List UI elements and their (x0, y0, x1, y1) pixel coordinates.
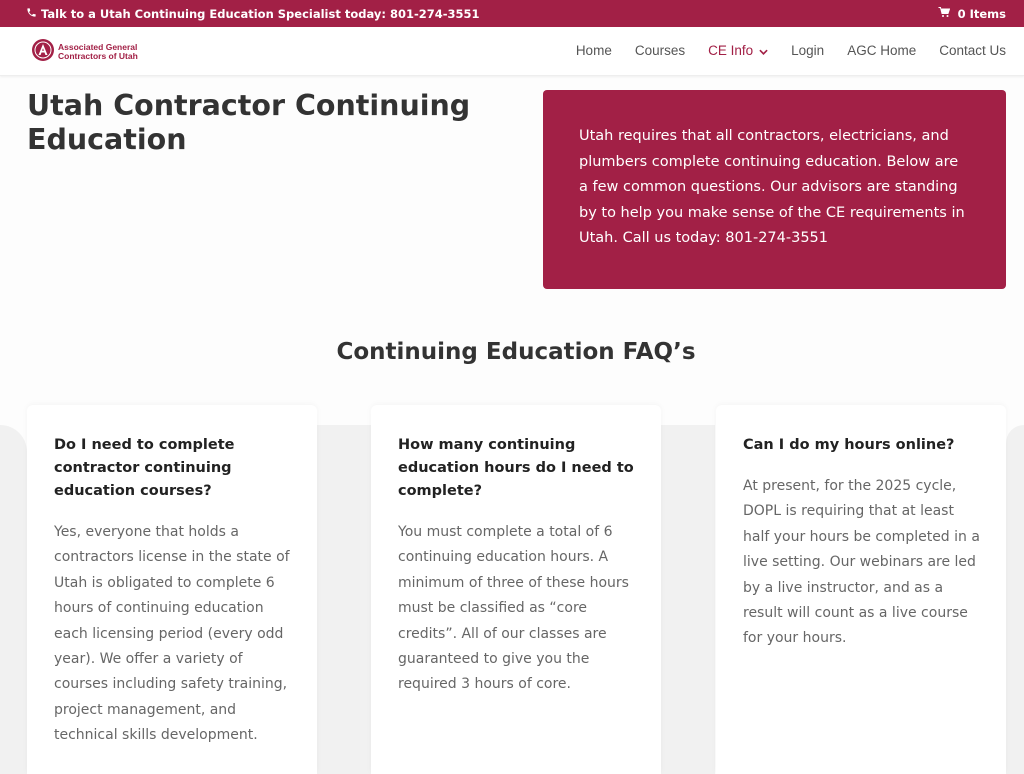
page-title: Utah Contractor Continuing Education (27, 89, 471, 156)
top-bar (0, 0, 1024, 27)
logo-line-2: Contractors of Utah (58, 51, 138, 61)
main-nav (553, 43, 1006, 58)
cart-count: 0 Items (957, 7, 1006, 21)
nav-contact-us-label: Contact Us (939, 43, 1006, 58)
cart-link[interactable] (938, 7, 1006, 21)
nav-courses[interactable] (635, 43, 685, 58)
faq-card (716, 405, 1006, 774)
logo-text (58, 43, 138, 61)
site-header (0, 27, 1024, 76)
logo-line-1: Associated General (58, 42, 138, 52)
nav-home-label: Home (575, 43, 612, 58)
info-box (543, 90, 1006, 289)
nav-ce-info[interactable] (708, 43, 768, 58)
logo[interactable] (31, 38, 138, 66)
bg-decor-mid-1 (317, 425, 371, 774)
agc-seal-icon (31, 38, 55, 66)
faq-answer: Yes, everyone that holds a contractors license in the state of Utah is obligated to complete 6 hours of continuing education each licensing period (every odd year). We offer a variety of courses including safety training, project management, and technical skills development. (54, 524, 290, 744)
info-text: Utah requires that all contractors, electricians, and plumbers complete continuing education. Below are a few common questions. Our advisors are standing by to help you make sense of the CE requirements in Utah. Call us today: 801-274-3551 (579, 128, 965, 246)
nav-agc-home-label: AGC Home (847, 43, 917, 58)
faq-question: Do I need to complete contractor continuing education courses? (54, 437, 235, 499)
faq-card (27, 405, 317, 774)
nav-courses-label: Courses (634, 43, 686, 58)
phone-icon (26, 7, 37, 21)
bg-decor-mid-2 (661, 425, 715, 774)
faq-title: Continuing Education FAQ’s (336, 339, 696, 365)
cart-icon (938, 7, 950, 21)
phone-link[interactable] (26, 7, 480, 21)
faq-question: How many continuing education hours do I need to complete? (398, 437, 634, 499)
phone-text: Talk to a Utah Continuing Education Specialist today: 801-274-3551 (41, 7, 480, 21)
chevron-down-icon (759, 43, 768, 58)
nav-agc-home[interactable] (847, 43, 916, 58)
faq-answer: At present, for the 2025 cycle, DOPL is requiring that at least half your hours be completed in a live setting. Our webinars are led by a live instructor, and as a result will count as a live course for your hours. (743, 478, 980, 647)
faq-question: Can I do my hours online? (743, 437, 955, 453)
nav-login-label: Login (791, 43, 825, 58)
nav-home[interactable] (576, 43, 612, 58)
faq-card (371, 405, 661, 774)
faq-answer: You must complete a total of 6 continuing education hours. A minimum of three of these hours must be classified as “core credits”. All of our classes are guaranteed to give you the required 3 hours of core. (398, 524, 629, 693)
nav-login[interactable] (791, 43, 824, 58)
nav-ce-info-label: CE Info (708, 43, 754, 58)
nav-contact-us[interactable] (939, 43, 1006, 58)
bg-decor-right (1006, 425, 1024, 774)
bg-decor-left (0, 425, 27, 774)
